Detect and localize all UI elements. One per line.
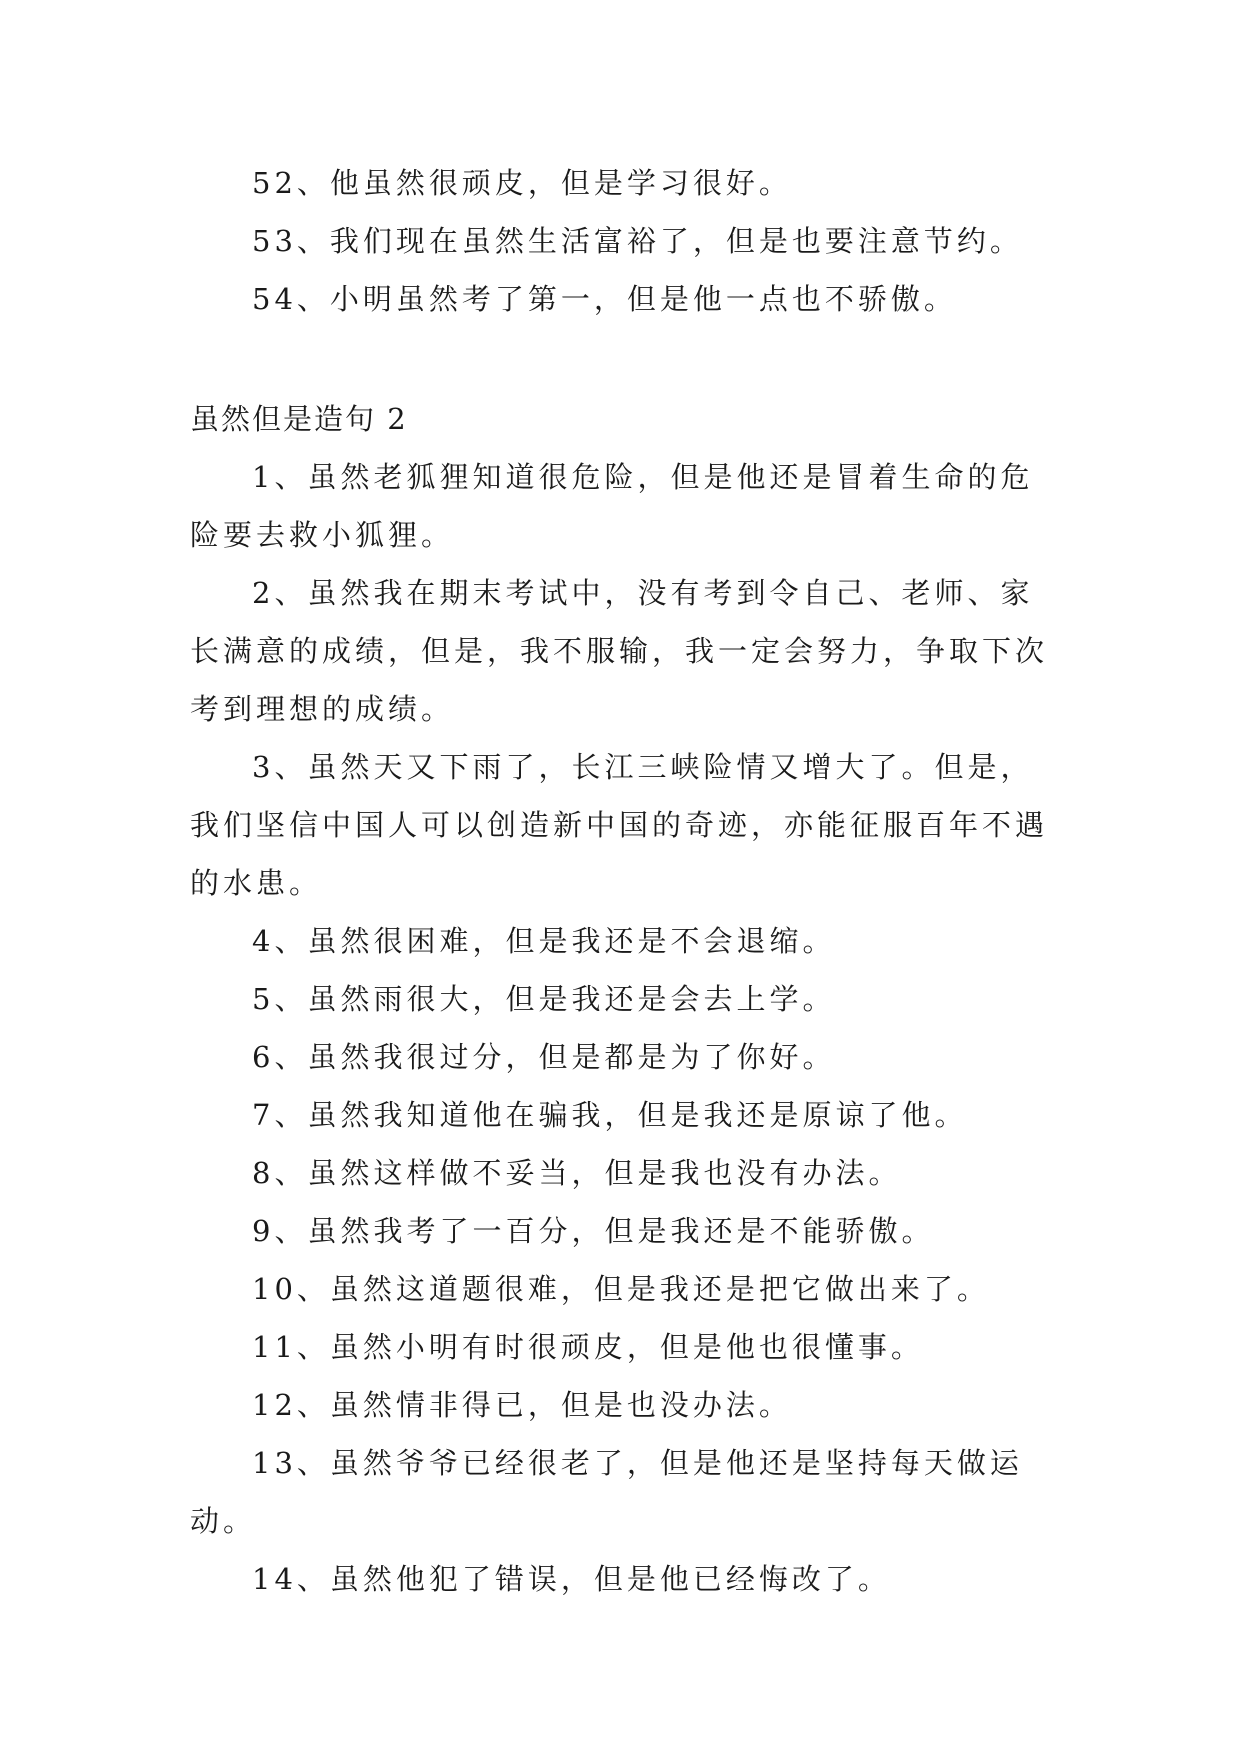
sentence-item-14: 14、虽然他犯了错误，但是他已经悔改了。 (252, 1562, 891, 1596)
section-heading: 虽然但是造句 2 (190, 402, 408, 436)
sentence-item-1: 1、虽然老狐狸知道很危险，但是他还是冒着生命的危险要去救小狐狸。 (190, 460, 1034, 552)
sentence-item-8: 8、虽然这样做不妥当，但是我也没有办法。 (252, 1156, 902, 1190)
sentence-item-9: 9、虽然我考了一百分，但是我还是不能骄傲。 (252, 1214, 935, 1248)
sentence-item-5: 5、虽然雨很大，但是我还是会去上学。 (252, 982, 836, 1016)
sentence-item-13: 13、虽然爷爷已经很老了，但是他还是坚持每天做运动。 (190, 1446, 1023, 1538)
sentence-item-12: 12、虽然情非得已，但是也没办法。 (252, 1388, 792, 1422)
sentence-item-4: 4、虽然很困难，但是我还是不会退缩。 (252, 924, 836, 958)
sentence-item-10: 10、虽然这道题很难，但是我还是把它做出来了。 (252, 1272, 990, 1306)
sentence-list (190, 448, 1050, 1608)
sentence-item-54: 54、小明虽然考了第一，但是他一点也不骄傲。 (252, 282, 957, 316)
sentence-item-2: 2、虽然我在期末考试中，没有考到令自己、老师、家长满意的成绩，但是，我不服输，我一定会努力，争取下次考到理想的成绩。 (190, 576, 1049, 726)
top-sentence-list (190, 154, 1050, 328)
sentence-item-52: 52、他虽然很顽皮，但是学习很好。 (252, 166, 792, 200)
sentence-item-7: 7、虽然我知道他在骗我，但是我还是原谅了他。 (252, 1098, 968, 1132)
sentence-item-6: 6、虽然我很过分，但是都是为了你好。 (252, 1040, 836, 1074)
sentence-item-11: 11、虽然小明有时很顽皮，但是他也很懂事。 (252, 1330, 924, 1364)
sentence-item-53: 53、我们现在虽然生活富裕了，但是也要注意节约。 (252, 224, 1023, 258)
sentence-item-3: 3、虽然天又下雨了，长江三峡险情又增大了。但是，我们坚信中国人可以创造新中国的奇迹，亦能征服百年不遇的水患。 (190, 750, 1049, 900)
